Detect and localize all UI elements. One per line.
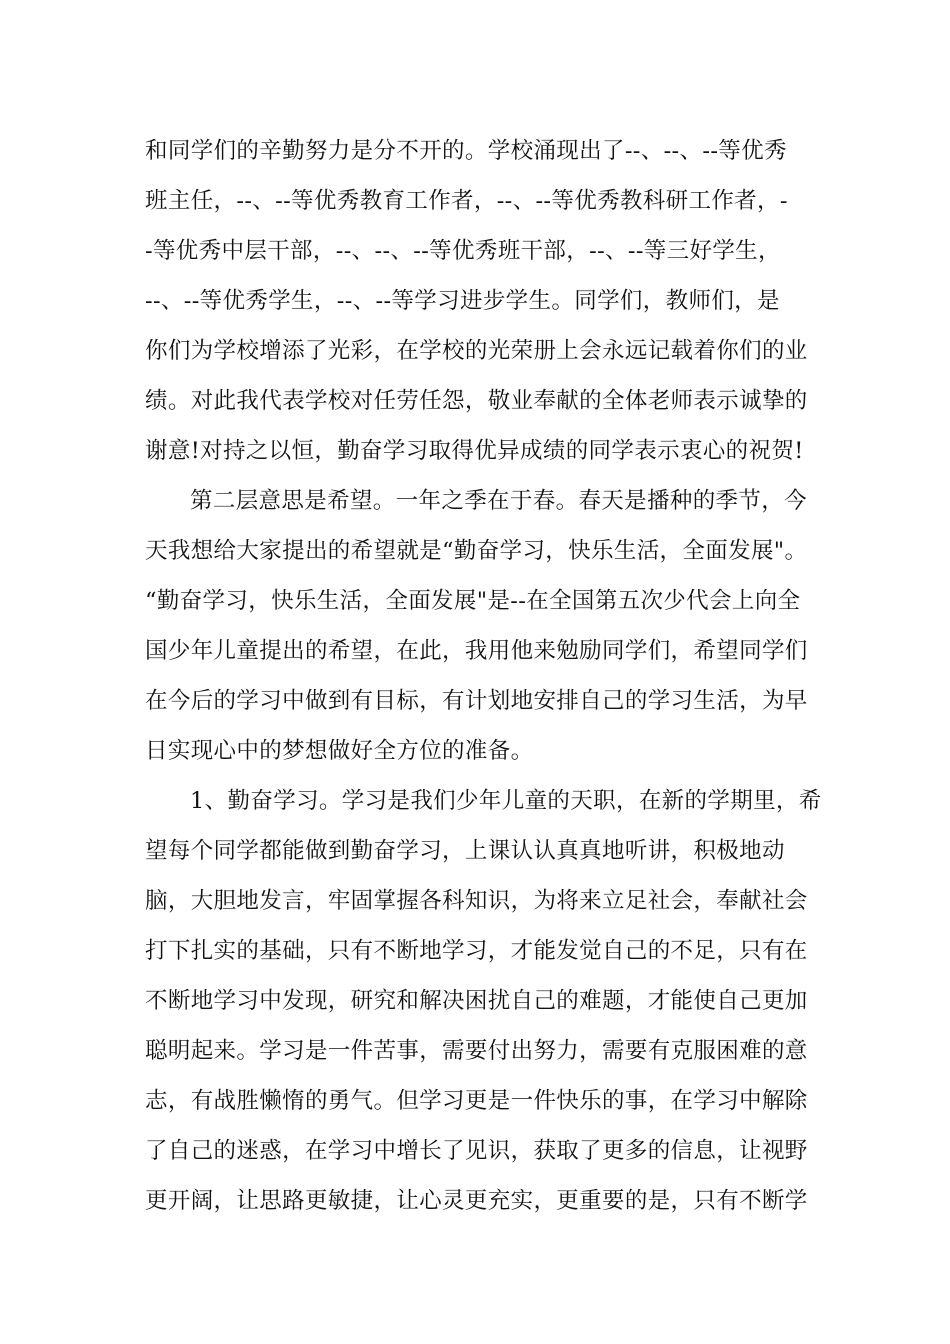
text-line: 和同学们的辛勤努力是分不开的。学校涌现出了--、--、--等优秀 xyxy=(145,138,787,164)
text-line: 绩。对此我代表学校对任劳任怨，敬业奉献的全体老师表示诚挚的 xyxy=(145,388,808,414)
text-line: 更开阔，让思路更敏捷，让心灵更充实，更重要的是，只有不断学 xyxy=(145,1188,808,1214)
text-line: “勤奋学习，快乐生活，全面发展"是--在全国第五次少代会上向全 xyxy=(145,588,801,614)
text-line: 你们为学校增添了光彩，在学校的光荣册上会永远记载着你们的业 xyxy=(145,338,808,364)
text-line: -等优秀中层干部，--、--、--等优秀班干部，--、--等三好学生， xyxy=(145,238,781,264)
text-line: 了自己的迷惑，在学习中增长了见识，获取了更多的信息，让视野 xyxy=(145,1138,808,1164)
text-line: 在今后的学习中做到有目标，有计划地安排自己的学习生活，为早 xyxy=(145,688,808,714)
paragraph-first-line: 1、勤奋学习。学习是我们少年儿童的天职，在新的学期里，希 xyxy=(190,788,822,814)
text-line: 打下扎实的基础，只有不断地学习，才能发觉自己的不足，只有在 xyxy=(145,938,808,964)
text-line: 日实现心中的梦想做好全方位的准备。 xyxy=(145,738,534,764)
paragraph-first-line: 第二层意思是希望。一年之季在于春。春天是播种的季节，今 xyxy=(190,488,807,514)
text-line: 聪明起来。学习是一件苦事，需要付出努力，需要有克服困难的意 xyxy=(145,1038,808,1064)
text-line: 脑，大胆地发言，牢固掌握各科知识，为将来立足社会，奉献社会 xyxy=(145,888,808,914)
text-line: 班主任，--、--等优秀教育工作者，--、--等优秀教科研工作者，- xyxy=(145,188,788,214)
text-line: 志，有战胜懒惰的勇气。但学习更是一件快乐的事，在学习中解除 xyxy=(145,1088,808,1114)
text-line: 天我想给大家提出的希望就是“勤奋学习，快乐生活，全面发展"。 xyxy=(145,538,808,564)
text-line: 谢意!对持之以恒，勤奋学习取得优异成绩的同学表示衷心的祝贺! xyxy=(145,438,804,464)
text-line: 望每个同学都能做到勤奋学习，上课认认真真地听讲，积极地动 xyxy=(145,838,785,864)
text-line: 国少年儿童提出的希望，在此，我用他来勉励同学们，希望同学们 xyxy=(145,638,808,664)
text-line: 不断地学习中发现，研究和解决困扰自己的难题，才能使自己更加 xyxy=(145,988,808,1014)
text-line: --、--等优秀学生，--、--等学习进步学生。同学们，教师们，是 xyxy=(145,288,780,314)
